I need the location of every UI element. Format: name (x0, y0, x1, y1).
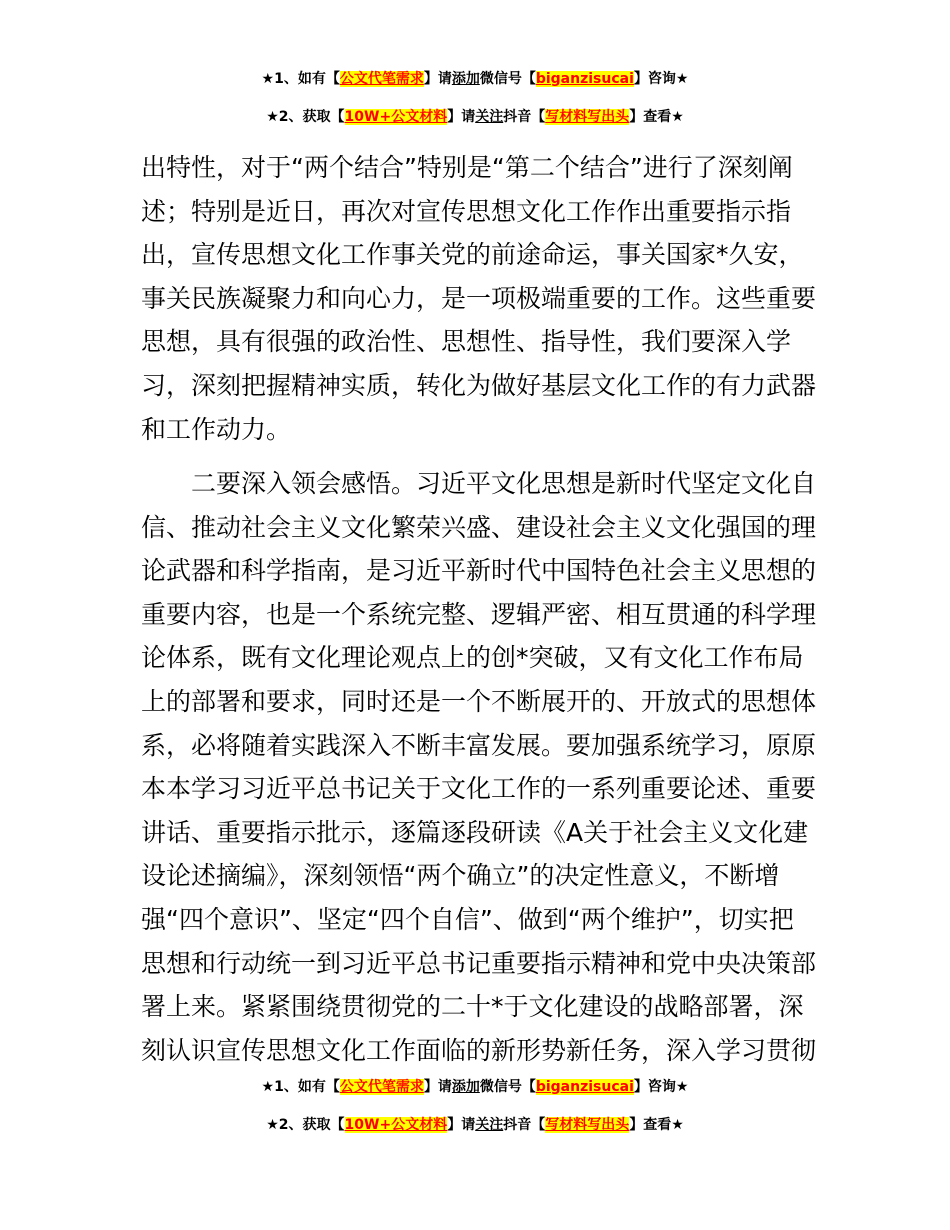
ad-mid-text: 微信号【 (479, 71, 536, 87)
text-line: 出，宣传思想文化工作事关党的前途命运，事关国家*久安， (141, 240, 804, 270)
text-line: 设论述摘编》，深刻领悟“两个确立”的决定性意义，不断增 (141, 861, 780, 891)
text-line: 强“四个意识”、坚定“四个自信”、做到“两个维护”，切实把 (141, 904, 794, 934)
ad-mid-text: 微信号【 (479, 1079, 536, 1095)
text-line: 思想和行动统一到习近平总书记重要指示精神和党中央决策部 (141, 948, 817, 978)
ad-highlight-materials: 10W+公文材料 (344, 1117, 448, 1133)
text-line: 述；特别是近日，再次对宣传思想文化工作作出重要指示指 (141, 196, 792, 226)
ad-mid-text: 抖音【 (503, 109, 546, 125)
ad-prefix: 2、获取【 (278, 1117, 345, 1133)
ad-suffix: 】咨询 (633, 1079, 676, 1095)
text-line: 习，深刻把握精神实质，转化为做好基层文化工作的有力武器 (141, 370, 817, 400)
ad-highlight-service: 公文代笔需求 (339, 1079, 424, 1095)
footer-ad-line-2 (0, 1114, 950, 1136)
ad-highlight-wechat-id: biganzisucai (535, 71, 634, 87)
text-line: 重要内容，也是一个系统完整、逻辑严密、相互贯通的科学理 (141, 599, 817, 629)
text-line: 上的部署和要求，同时还是一个不断展开的、开放式的思想体 (141, 686, 817, 716)
text-line: 信、推动社会主义文化繁荣兴盛、建设社会主义文化强国的理 (141, 512, 817, 542)
star-icon: ★ (675, 1079, 689, 1095)
footer-ad-line-1 (0, 1076, 950, 1098)
ad-mid-text: 抖音【 (503, 1117, 546, 1133)
ad-highlight-materials: 10W+公文材料 (344, 109, 448, 125)
ad-underlined-text: 添加 (451, 71, 480, 87)
ad-highlight-douyin-account: 写材料写出头 (545, 1117, 630, 1133)
star-icon: ★ (675, 71, 689, 87)
text-line: 出特性，对于“两个结合”特别是“第二个结合”进行了深刻阐 (141, 153, 793, 182)
ad-highlight-wechat-id: biganzisucai (535, 1079, 634, 1095)
text-line: 刻认识宣传思想文化工作面临的新形势新任务，深入学习贯彻 (141, 1035, 817, 1065)
text-line: 二要深入领会感悟。习近平文化思想是新时代坚定文化自 (141, 469, 817, 498)
text-line: 系，必将随着实践深入不断丰富发展。要加强系统学习，原原 (141, 730, 817, 760)
text-line: 和工作动力。 (141, 414, 292, 444)
ad-suffix: 】查看 (629, 109, 672, 125)
ad-suffix: 】查看 (629, 1117, 672, 1133)
star-icon: ★ (671, 1117, 684, 1133)
header-ad-line-2 (0, 106, 950, 128)
text-line: 本本学习习近平总书记关于文化工作的一系列重要论述、重要 (141, 774, 817, 804)
ad-prefix: 1、如有【 (274, 71, 340, 87)
star-icon: ★ (266, 109, 279, 125)
text-line: 署上来。紧紧围绕贯彻党的二十*于文化建设的战略部署，深 (141, 992, 804, 1022)
ad-highlight-douyin-account: 写材料写出头 (545, 109, 630, 125)
text-line: 事关民族凝聚力和向心力，是一项极端重要的工作。这些重要 (141, 283, 817, 313)
ad-mid-text: 】请 (423, 1079, 452, 1095)
ad-mid-text: 】请 (447, 109, 476, 125)
paragraph-2 (141, 462, 817, 1072)
ad-highlight-service: 公文代笔需求 (339, 71, 424, 87)
ad-underlined-text: 关注 (475, 1117, 504, 1133)
text-line: 论武器和科学指南，是习近平新时代中国特色社会主义思想的 (141, 556, 817, 586)
star-icon: ★ (261, 1079, 275, 1095)
ad-prefix: 1、如有【 (274, 1079, 340, 1095)
ad-underlined-text: 关注 (475, 109, 504, 125)
text-line: 讲话、重要指示批示，逐篇逐段研读《A关于社会主义文化建 (141, 817, 809, 847)
header-ad-line-1 (0, 68, 950, 90)
ad-underlined-text: 添加 (451, 1079, 480, 1095)
ad-mid-text: 】请 (423, 71, 452, 87)
ad-mid-text: 】请 (447, 1117, 476, 1133)
ad-suffix: 】咨询 (633, 71, 676, 87)
text-line: 论体系，既有文化理论观点上的创*突破，又有文化工作布局 (141, 643, 804, 673)
star-icon: ★ (671, 109, 684, 125)
paragraph-1 (141, 146, 817, 451)
star-icon: ★ (266, 1117, 279, 1133)
ad-prefix: 2、获取【 (278, 109, 345, 125)
text-line: 思想，具有很强的政治性、思想性、指导性，我们要深入学 (141, 327, 792, 357)
star-icon: ★ (261, 71, 275, 87)
